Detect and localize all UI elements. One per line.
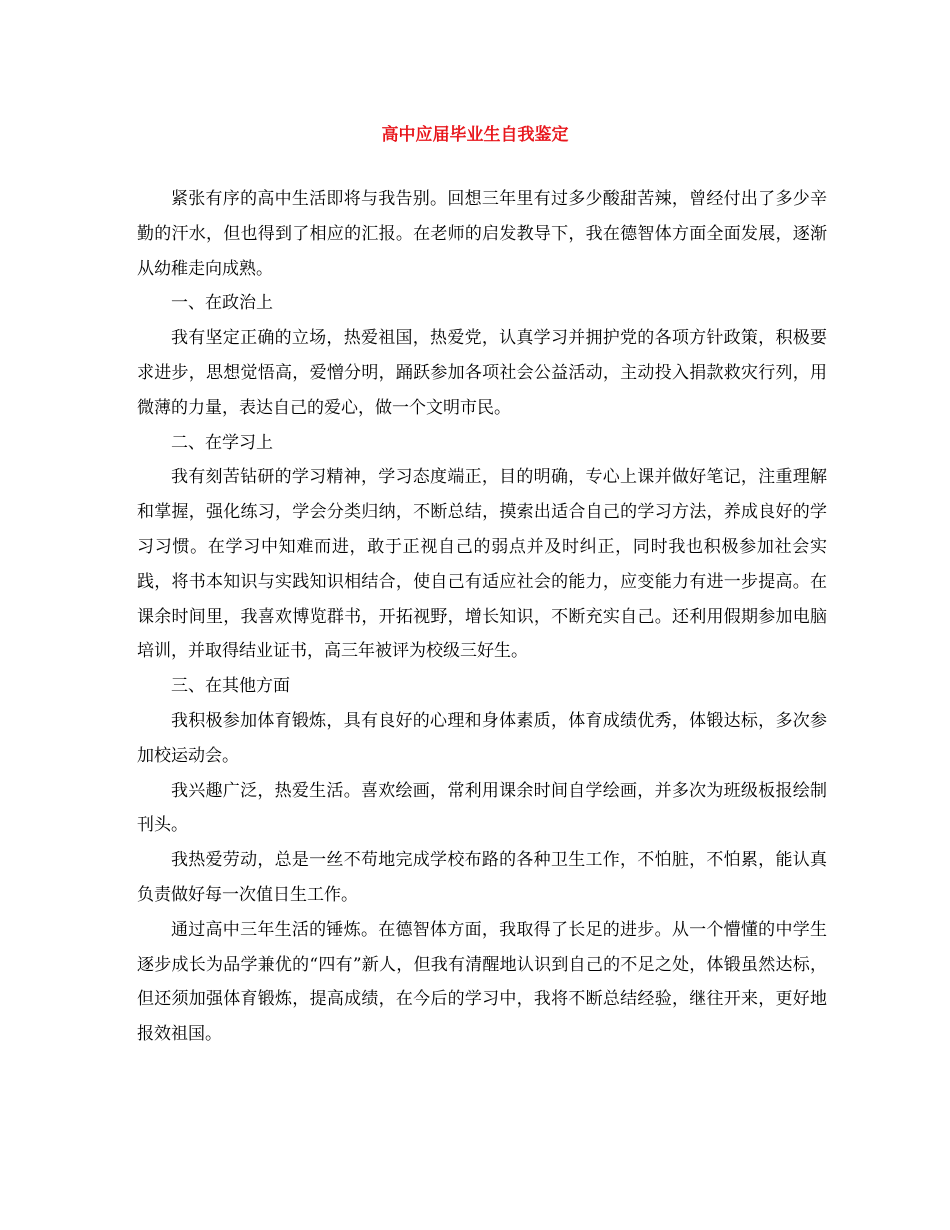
paragraph-politics: 我有坚定正确的立场，热爱祖国，热爱党，认真学习并拥护党的各项方针政策，积极要求进步，思想觉悟高，爱憎分明，踊跃参加各项社会公益活动，主动投入捐款救灾行列，用微薄的力量，表达自己的爱心，做一个文明市民。 [137,328,827,418]
section-heading-other: 三、在其他方面 [171,676,290,697]
paragraph-labor: 我热爱劳动，总是一丝不苟地完成学校布路的各种卫生工作，不怕脏，不怕累，能认真负责做好每一次值日生工作。 [137,850,827,905]
paragraph-hobbies: 我兴趣广泛，热爱生活。喜欢绘画，常利用课余时间自学绘画，并多次为班级板报绘制刊头。 [137,780,827,836]
section-heading-politics: 一、在政治上 [171,293,273,314]
document-title: 高中应届毕业生自我鉴定 [381,125,569,145]
paragraph-study: 我有刻苦钻研的学习精神，学习态度端正，目的明确，专心上课并做好笔记，注重理解和掌握，强化练习，学会分类归纳，不断总结，摸索出适合自己的学习方法，养成良好的学习习惯。在学习中知难而进，敢于正视自己的弱点并及时纠正，同时我也积极参加社会实践，将书本知识与实践知识相结合，使自己有适应社会的能力，应变能力有进一步提高。在课余时间里，我喜欢博览群书，开拓视野，增长知识，不断充实自己。还利用假期参加电脑培训，并取得结业证书，高三年被评为校级三好生。 [137,467,827,662]
paragraph-conclusion: 通过高中三年生活的锤炼。在德智体方面，我取得了长足的进步。从一个懵懂的中学生逐步成长为品学兼优的“四有”新人，但我有清醒地认识到自己的不足之处，体锻虽然达标，但还须加强体育锻炼，提高成绩，在今后的学习中，我将不断总结经验，继往开来，更好地报效祖国。 [137,919,827,1045]
section-heading-study: 二、在学习上 [171,432,273,453]
document-body [137,182,827,1052]
paragraph-sports: 我积极参加体育锻炼，具有良好的心理和身体素质，体育成绩优秀，体锻达标，多次参加校运动会。 [137,710,827,766]
paragraph-intro: 紧张有序的高中生活即将与我告别。回想三年里有过多少酸甜苦辣，曾经付出了多少辛勤的汗水，但也得到了相应的汇报。在老师的启发教导下，我在德智体方面全面发展，逐渐从幼稚走向成熟。 [137,189,827,279]
